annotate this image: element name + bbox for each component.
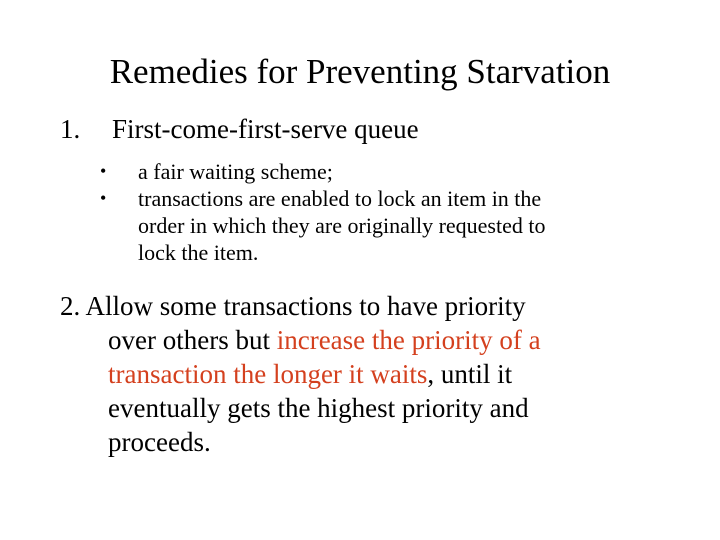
point-1-bullet-list bbox=[100, 158, 700, 266]
bullet-dot-icon: • bbox=[100, 161, 107, 181]
bullet-text-line: transactions are enabled to lock an item in the bbox=[138, 186, 542, 211]
point-2-text: , until it bbox=[427, 359, 513, 389]
point-2-line: proceeds. bbox=[108, 427, 211, 457]
bullet-item bbox=[100, 158, 700, 185]
bullet-text-line: lock the item. bbox=[138, 240, 259, 265]
bullet-text-line: a fair waiting scheme; bbox=[138, 159, 333, 184]
point-1-number: 1. bbox=[60, 114, 81, 144]
point-2-highlight: increase the priority of a bbox=[276, 325, 541, 355]
numbered-point-1 bbox=[60, 112, 419, 146]
point-2-line: 2. Allow some transactions to have priority bbox=[60, 291, 526, 321]
point-2-line: eventually gets the highest priority and bbox=[108, 393, 529, 423]
point-1-text: First-come-first-serve queue bbox=[112, 114, 419, 144]
slide-title: Remedies for Preventing Starvation bbox=[109, 52, 611, 91]
point-2-text: over others but bbox=[108, 325, 277, 355]
point-2-line bbox=[60, 323, 680, 357]
bullet-dot-icon: • bbox=[100, 188, 107, 208]
point-2-highlight: transaction the longer it waits bbox=[108, 359, 428, 389]
point-2-line bbox=[60, 357, 680, 391]
bullet-item bbox=[100, 185, 700, 266]
numbered-point-2 bbox=[60, 289, 680, 459]
bullet-text-line: order in which they are originally requested to bbox=[138, 213, 546, 238]
